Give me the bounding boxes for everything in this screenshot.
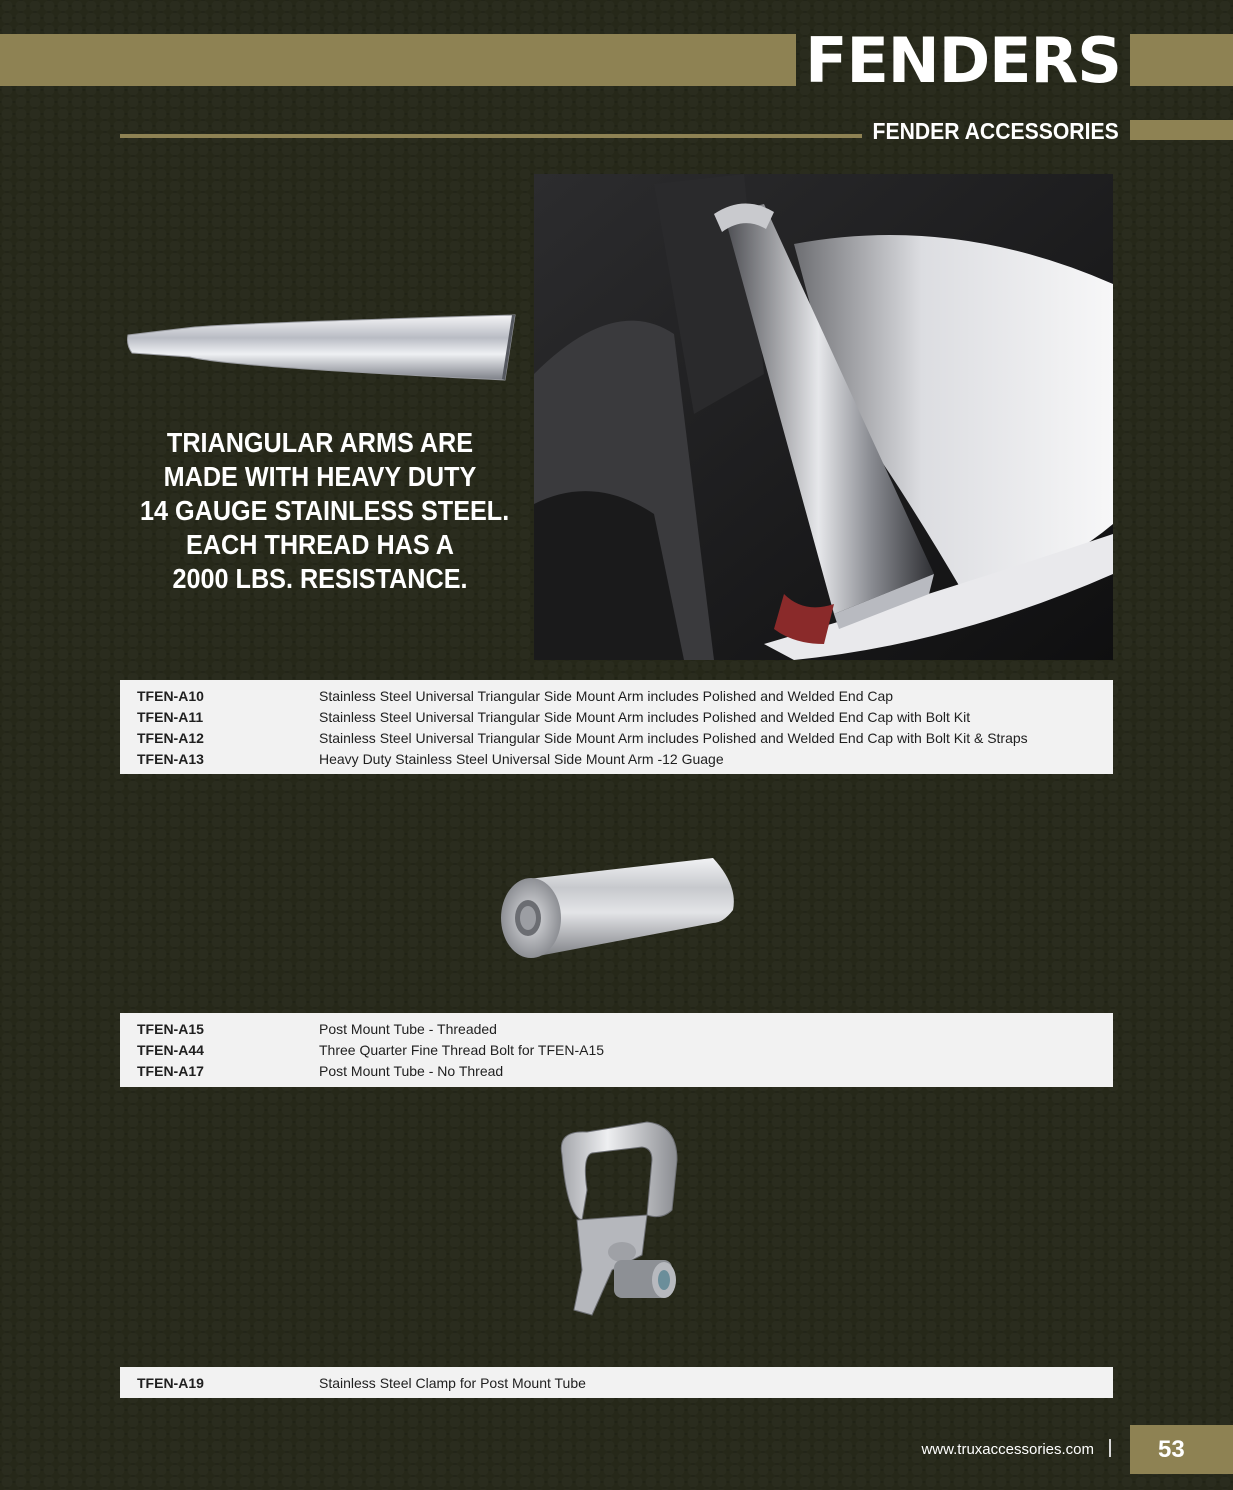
table-row [120,1019,1113,1040]
product-table-tubes [120,1013,1113,1087]
sku-cell: TFEN-A44 [137,1042,204,1058]
sku-cell: TFEN-A12 [137,730,204,746]
sku-cell: TFEN-A11 [137,709,204,725]
header-bar-left [0,34,796,86]
product-table-arms [120,680,1113,774]
subtitle-bar-right [1130,120,1233,140]
triangular-arm-image [120,305,520,385]
sku-cell: TFEN-A10 [137,688,204,704]
description-cell: Heavy Duty Stainless Steel Universal Side Mount Arm -12 Guage [319,751,724,767]
description-cell: Stainless Steel Universal Triangular Side Mount Arm includes Polished and Welded End Cap with Bolt Kit & Straps [319,730,1028,746]
table-row [120,728,1113,749]
promo-line: 14 GAUGE STAINLESS STEEL. [140,495,510,526]
clamp-image [552,1120,682,1325]
product-table-clamp [120,1367,1113,1398]
table-row [120,707,1113,728]
installed-arm-photo [534,174,1113,660]
description-cell: Three Quarter Fine Thread Bolt for TFEN-A15 [319,1042,605,1058]
page-title: FENDERS [805,24,1121,97]
table-row [120,1373,1113,1394]
promo-line: 2000 LBS. RESISTANCE. [172,563,468,594]
section-subtitle: FENDER ACCESSORIES [872,118,1119,144]
table-row [120,749,1113,770]
promo-line: MADE WITH HEAVY DUTY [163,461,477,492]
description-cell: Post Mount Tube - No Thread [319,1063,504,1079]
sku-cell: TFEN-A15 [137,1021,204,1037]
sku-cell: TFEN-A17 [137,1063,204,1079]
header-bar-right [1130,34,1233,86]
description-cell: Stainless Steel Clamp for Post Mount Tube [319,1375,586,1391]
sku-cell: TFEN-A19 [137,1375,204,1391]
post-mount-tube-image [498,855,738,961]
promo-line: TRIANGULAR ARMS ARE [166,427,474,458]
description-cell: Post Mount Tube - Threaded [319,1021,497,1037]
description-cell: Stainless Steel Universal Triangular Side Mount Arm includes Polished and Welded End Cap [319,688,894,704]
promo-line: EACH THREAD HAS A [186,529,454,560]
footer-divider [1109,1439,1111,1457]
sku-cell: TFEN-A13 [137,751,204,767]
description-cell: Stainless Steel Universal Triangular Side Mount Arm includes Polished and Welded End Cap with Bolt Kit [319,709,971,725]
table-row [120,1061,1113,1082]
footer-website-link[interactable]: www.truxaccessories.com [921,1441,1094,1458]
promo-text [140,426,510,596]
subtitle-rule [120,134,862,138]
table-row [120,686,1113,707]
page-number: 53 [1130,1425,1233,1474]
table-row [120,1040,1113,1061]
